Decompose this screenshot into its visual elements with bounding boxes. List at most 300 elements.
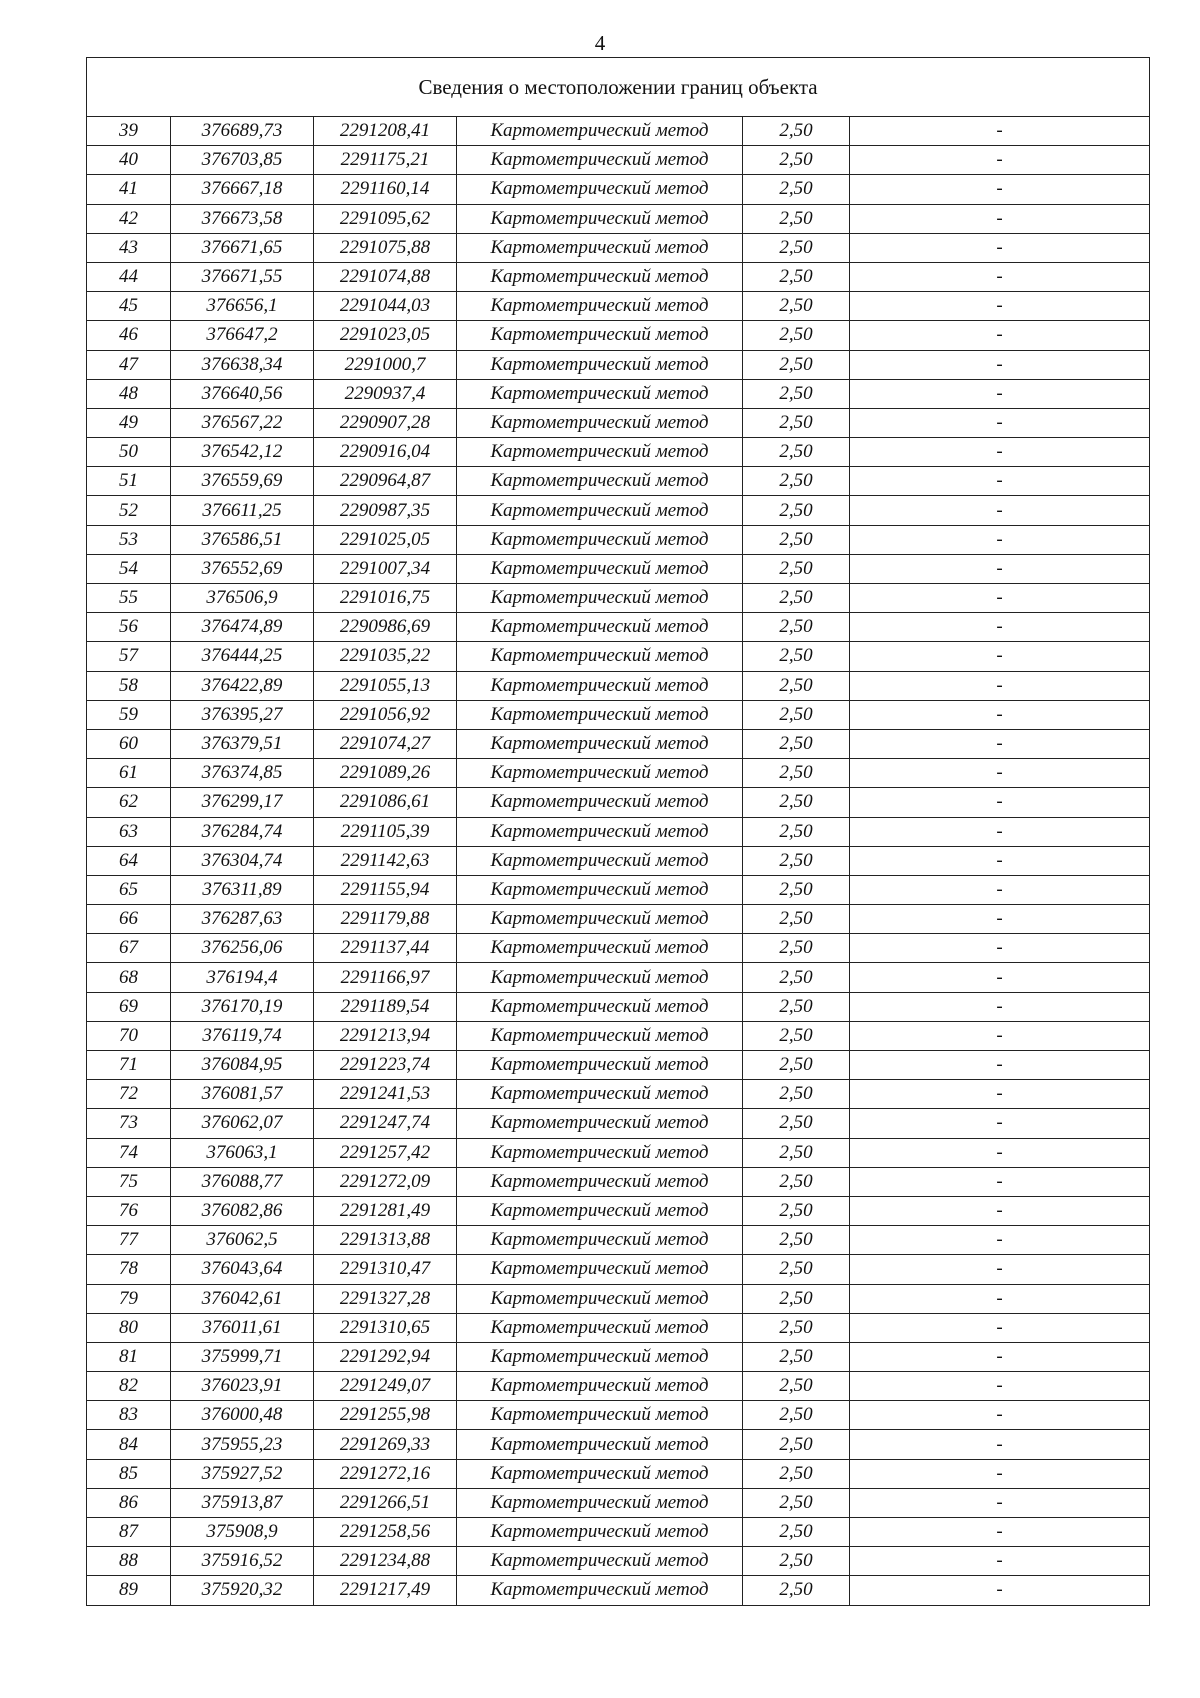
x-coordinate-cell: 376082,86 [171,1196,314,1225]
description-cell: - [850,729,1150,758]
table-row [87,175,1150,204]
accuracy-cell: 2,50 [743,1255,850,1284]
x-coordinate-cell: 376611,25 [171,496,314,525]
accuracy-cell: 2,50 [743,146,850,175]
accuracy-cell: 2,50 [743,992,850,1021]
accuracy-cell: 2,50 [743,1372,850,1401]
method-cell: Картометрический метод [457,584,743,613]
description-cell: - [850,438,1150,467]
x-coordinate-cell: 376287,63 [171,905,314,934]
table-row [87,613,1150,642]
table-row [87,875,1150,904]
boundary-coordinates-table [86,57,1150,1606]
y-coordinate-cell: 2291257,42 [314,1138,457,1167]
method-cell: Картометрический метод [457,963,743,992]
point-number-cell: 47 [87,350,171,379]
table-row [87,1488,1150,1517]
accuracy-cell: 2,50 [743,1459,850,1488]
point-number-cell: 43 [87,233,171,262]
table-row [87,1401,1150,1430]
description-cell: - [850,408,1150,437]
point-number-cell: 89 [87,1576,171,1605]
point-number-cell: 65 [87,875,171,904]
point-number-cell: 55 [87,584,171,613]
point-number-cell: 72 [87,1080,171,1109]
point-number-cell: 56 [87,613,171,642]
table-row [87,1459,1150,1488]
point-number-cell: 49 [87,408,171,437]
method-cell: Картометрический метод [457,1196,743,1225]
table-row [87,146,1150,175]
method-cell: Картометрический метод [457,788,743,817]
method-cell: Картометрический метод [457,700,743,729]
description-cell: - [850,1196,1150,1225]
table-row [87,262,1150,291]
x-coordinate-cell: 376567,22 [171,408,314,437]
description-cell: - [850,642,1150,671]
point-number-cell: 85 [87,1459,171,1488]
description-cell: - [850,117,1150,146]
y-coordinate-cell: 2291255,98 [314,1401,457,1430]
table-body [87,58,1150,1606]
accuracy-cell: 2,50 [743,233,850,262]
point-number-cell: 82 [87,1372,171,1401]
accuracy-cell: 2,50 [743,613,850,642]
accuracy-cell: 2,50 [743,292,850,321]
table-row [87,1313,1150,1342]
x-coordinate-cell: 375999,71 [171,1342,314,1371]
accuracy-cell: 2,50 [743,438,850,467]
point-number-cell: 42 [87,204,171,233]
y-coordinate-cell: 2291137,44 [314,934,457,963]
x-coordinate-cell: 376647,2 [171,321,314,350]
point-number-cell: 48 [87,379,171,408]
x-coordinate-cell: 376671,55 [171,262,314,291]
point-number-cell: 54 [87,554,171,583]
point-number-cell: 86 [87,1488,171,1517]
method-cell: Картометрический метод [457,1051,743,1080]
accuracy-cell: 2,50 [743,1109,850,1138]
point-number-cell: 71 [87,1051,171,1080]
method-cell: Картометрический метод [457,554,743,583]
method-cell: Картометрический метод [457,1255,743,1284]
table-row [87,1051,1150,1080]
method-cell: Картометрический метод [457,1401,743,1430]
table-row [87,204,1150,233]
method-cell: Картометрический метод [457,671,743,700]
point-number-cell: 73 [87,1109,171,1138]
method-cell: Картометрический метод [457,1284,743,1313]
description-cell: - [850,1051,1150,1080]
x-coordinate-cell: 376444,25 [171,642,314,671]
description-cell: - [850,1080,1150,1109]
description-cell: - [850,1138,1150,1167]
method-cell: Картометрический метод [457,1488,743,1517]
y-coordinate-cell: 2291327,28 [314,1284,457,1313]
method-cell: Картометрический метод [457,1109,743,1138]
table-row [87,408,1150,437]
x-coordinate-cell: 376084,95 [171,1051,314,1080]
table-row [87,1255,1150,1284]
x-coordinate-cell: 376081,57 [171,1080,314,1109]
y-coordinate-cell: 2291208,41 [314,117,457,146]
point-number-cell: 62 [87,788,171,817]
method-cell: Картометрический метод [457,379,743,408]
x-coordinate-cell: 376586,51 [171,525,314,554]
description-cell: - [850,1459,1150,1488]
x-coordinate-cell: 376395,27 [171,700,314,729]
table-row [87,321,1150,350]
description-cell: - [850,1167,1150,1196]
y-coordinate-cell: 2291247,74 [314,1109,457,1138]
method-cell: Картометрический метод [457,846,743,875]
y-coordinate-cell: 2291213,94 [314,1021,457,1050]
description-cell: - [850,467,1150,496]
accuracy-cell: 2,50 [743,788,850,817]
method-cell: Картометрический метод [457,934,743,963]
accuracy-cell: 2,50 [743,1167,850,1196]
x-coordinate-cell: 375913,87 [171,1488,314,1517]
x-coordinate-cell: 376552,69 [171,554,314,583]
x-coordinate-cell: 376379,51 [171,729,314,758]
accuracy-cell: 2,50 [743,379,850,408]
point-number-cell: 77 [87,1226,171,1255]
x-coordinate-cell: 376667,18 [171,175,314,204]
x-coordinate-cell: 376194,4 [171,963,314,992]
method-cell: Картометрический метод [457,233,743,262]
table-row [87,1518,1150,1547]
x-coordinate-cell: 376043,64 [171,1255,314,1284]
table-caption: Сведения о местоположении границ объекта [87,58,1150,117]
x-coordinate-cell: 376000,48 [171,1401,314,1430]
x-coordinate-cell: 376640,56 [171,379,314,408]
x-coordinate-cell: 376170,19 [171,992,314,1021]
table-row [87,817,1150,846]
description-cell: - [850,788,1150,817]
y-coordinate-cell: 2291000,7 [314,350,457,379]
y-coordinate-cell: 2291142,63 [314,846,457,875]
method-cell: Картометрический метод [457,1167,743,1196]
table-row [87,963,1150,992]
y-coordinate-cell: 2290937,4 [314,379,457,408]
method-cell: Картометрический метод [457,1313,743,1342]
x-coordinate-cell: 375920,32 [171,1576,314,1605]
method-cell: Картометрический метод [457,992,743,1021]
description-cell: - [850,350,1150,379]
method-cell: Картометрический метод [457,1080,743,1109]
method-cell: Картометрический метод [457,1342,743,1371]
table-row [87,1138,1150,1167]
accuracy-cell: 2,50 [743,1284,850,1313]
y-coordinate-cell: 2291272,09 [314,1167,457,1196]
accuracy-cell: 2,50 [743,1518,850,1547]
y-coordinate-cell: 2291310,47 [314,1255,457,1284]
accuracy-cell: 2,50 [743,1021,850,1050]
x-coordinate-cell: 376042,61 [171,1284,314,1313]
description-cell: - [850,379,1150,408]
description-cell: - [850,1342,1150,1371]
table-row [87,642,1150,671]
x-coordinate-cell: 376062,5 [171,1226,314,1255]
accuracy-cell: 2,50 [743,1488,850,1517]
table-row [87,292,1150,321]
table-row [87,759,1150,788]
point-number-cell: 46 [87,321,171,350]
y-coordinate-cell: 2291269,33 [314,1430,457,1459]
point-number-cell: 66 [87,905,171,934]
y-coordinate-cell: 2290964,87 [314,467,457,496]
description-cell: - [850,613,1150,642]
description-cell: - [850,875,1150,904]
y-coordinate-cell: 2291160,14 [314,175,457,204]
y-coordinate-cell: 2291266,51 [314,1488,457,1517]
method-cell: Картометрический метод [457,438,743,467]
table-row [87,1167,1150,1196]
accuracy-cell: 2,50 [743,1547,850,1576]
table-row [87,934,1150,963]
description-cell: - [850,1109,1150,1138]
description-cell: - [850,204,1150,233]
accuracy-cell: 2,50 [743,204,850,233]
y-coordinate-cell: 2291075,88 [314,233,457,262]
point-number-cell: 74 [87,1138,171,1167]
table-row [87,1430,1150,1459]
y-coordinate-cell: 2290987,35 [314,496,457,525]
accuracy-cell: 2,50 [743,729,850,758]
x-coordinate-cell: 376506,9 [171,584,314,613]
accuracy-cell: 2,50 [743,1401,850,1430]
accuracy-cell: 2,50 [743,671,850,700]
description-cell: - [850,992,1150,1021]
y-coordinate-cell: 2291055,13 [314,671,457,700]
description-cell: - [850,1226,1150,1255]
description-cell: - [850,905,1150,934]
x-coordinate-cell: 376671,65 [171,233,314,262]
point-number-cell: 68 [87,963,171,992]
method-cell: Картометрический метод [457,262,743,291]
y-coordinate-cell: 2291217,49 [314,1576,457,1605]
x-coordinate-cell: 376256,06 [171,934,314,963]
method-cell: Картометрический метод [457,905,743,934]
table-row [87,584,1150,613]
point-number-cell: 52 [87,496,171,525]
point-number-cell: 83 [87,1401,171,1430]
y-coordinate-cell: 2291025,05 [314,525,457,554]
method-cell: Картометрический метод [457,1518,743,1547]
point-number-cell: 80 [87,1313,171,1342]
table-row [87,846,1150,875]
table-row [87,1576,1150,1605]
point-number-cell: 70 [87,1021,171,1050]
description-cell: - [850,321,1150,350]
x-coordinate-cell: 376689,73 [171,117,314,146]
point-number-cell: 69 [87,992,171,1021]
method-cell: Картометрический метод [457,1430,743,1459]
point-number-cell: 59 [87,700,171,729]
point-number-cell: 75 [87,1167,171,1196]
point-number-cell: 53 [87,525,171,554]
x-coordinate-cell: 376088,77 [171,1167,314,1196]
accuracy-cell: 2,50 [743,1576,850,1605]
method-cell: Картометрический метод [457,204,743,233]
x-coordinate-cell: 376299,17 [171,788,314,817]
accuracy-cell: 2,50 [743,1226,850,1255]
y-coordinate-cell: 2291056,92 [314,700,457,729]
point-number-cell: 81 [87,1342,171,1371]
method-cell: Картометрический метод [457,1576,743,1605]
method-cell: Картометрический метод [457,1547,743,1576]
accuracy-cell: 2,50 [743,1313,850,1342]
description-cell: - [850,671,1150,700]
accuracy-cell: 2,50 [743,175,850,204]
accuracy-cell: 2,50 [743,554,850,583]
method-cell: Картометрический метод [457,321,743,350]
method-cell: Картометрический метод [457,525,743,554]
table-row [87,992,1150,1021]
description-cell: - [850,262,1150,291]
description-cell: - [850,1021,1150,1050]
x-coordinate-cell: 376023,91 [171,1372,314,1401]
y-coordinate-cell: 2291310,65 [314,1313,457,1342]
x-coordinate-cell: 376673,58 [171,204,314,233]
description-cell: - [850,1547,1150,1576]
table-row [87,117,1150,146]
y-coordinate-cell: 2291086,61 [314,788,457,817]
y-coordinate-cell: 2291258,56 [314,1518,457,1547]
x-coordinate-cell: 376304,74 [171,846,314,875]
x-coordinate-cell: 376311,89 [171,875,314,904]
description-cell: - [850,584,1150,613]
table-row [87,1109,1150,1138]
table-row [87,788,1150,817]
method-cell: Картометрический метод [457,1226,743,1255]
y-coordinate-cell: 2290986,69 [314,613,457,642]
y-coordinate-cell: 2291179,88 [314,905,457,934]
y-coordinate-cell: 2291095,62 [314,204,457,233]
point-number-cell: 51 [87,467,171,496]
x-coordinate-cell: 376284,74 [171,817,314,846]
table-row [87,700,1150,729]
x-coordinate-cell: 376119,74 [171,1021,314,1050]
method-cell: Картометрический метод [457,759,743,788]
x-coordinate-cell: 376656,1 [171,292,314,321]
table-row [87,350,1150,379]
x-coordinate-cell: 375955,23 [171,1430,314,1459]
table-row [87,905,1150,934]
table-row [87,438,1150,467]
description-cell: - [850,1401,1150,1430]
method-cell: Картометрический метод [457,1021,743,1050]
point-number-cell: 79 [87,1284,171,1313]
accuracy-cell: 2,50 [743,350,850,379]
method-cell: Картометрический метод [457,467,743,496]
table-row [87,671,1150,700]
table-row [87,379,1150,408]
y-coordinate-cell: 2291023,05 [314,321,457,350]
table-row [87,1080,1150,1109]
method-cell: Картометрический метод [457,875,743,904]
y-coordinate-cell: 2291105,39 [314,817,457,846]
y-coordinate-cell: 2291249,07 [314,1372,457,1401]
y-coordinate-cell: 2291035,22 [314,642,457,671]
description-cell: - [850,496,1150,525]
description-cell: - [850,1576,1150,1605]
point-number-cell: 84 [87,1430,171,1459]
accuracy-cell: 2,50 [743,700,850,729]
description-cell: - [850,1255,1150,1284]
accuracy-cell: 2,50 [743,584,850,613]
table-row [87,1226,1150,1255]
x-coordinate-cell: 376422,89 [171,671,314,700]
point-number-cell: 44 [87,262,171,291]
x-coordinate-cell: 376374,85 [171,759,314,788]
x-coordinate-cell: 376474,89 [171,613,314,642]
y-coordinate-cell: 2291074,88 [314,262,457,291]
description-cell: - [850,963,1150,992]
y-coordinate-cell: 2291272,16 [314,1459,457,1488]
accuracy-cell: 2,50 [743,642,850,671]
point-number-cell: 39 [87,117,171,146]
accuracy-cell: 2,50 [743,817,850,846]
accuracy-cell: 2,50 [743,262,850,291]
accuracy-cell: 2,50 [743,467,850,496]
point-number-cell: 58 [87,671,171,700]
accuracy-cell: 2,50 [743,525,850,554]
description-cell: - [850,175,1150,204]
x-coordinate-cell: 375927,52 [171,1459,314,1488]
y-coordinate-cell: 2291166,97 [314,963,457,992]
y-coordinate-cell: 2291044,03 [314,292,457,321]
method-cell: Картометрический метод [457,729,743,758]
x-coordinate-cell: 376011,61 [171,1313,314,1342]
description-cell: - [850,1488,1150,1517]
description-cell: - [850,1430,1150,1459]
point-number-cell: 78 [87,1255,171,1284]
point-number-cell: 76 [87,1196,171,1225]
y-coordinate-cell: 2291189,54 [314,992,457,1021]
y-coordinate-cell: 2291007,34 [314,554,457,583]
y-coordinate-cell: 2291241,53 [314,1080,457,1109]
point-number-cell: 88 [87,1547,171,1576]
point-number-cell: 87 [87,1518,171,1547]
description-cell: - [850,1372,1150,1401]
y-coordinate-cell: 2290907,28 [314,408,457,437]
x-coordinate-cell: 376062,07 [171,1109,314,1138]
description-cell: - [850,934,1150,963]
y-coordinate-cell: 2291234,88 [314,1547,457,1576]
x-coordinate-cell: 376559,69 [171,467,314,496]
method-cell: Картометрический метод [457,117,743,146]
point-number-cell: 41 [87,175,171,204]
table-row [87,554,1150,583]
method-cell: Картометрический метод [457,350,743,379]
description-cell: - [850,700,1150,729]
point-number-cell: 45 [87,292,171,321]
accuracy-cell: 2,50 [743,117,850,146]
table-row [87,729,1150,758]
accuracy-cell: 2,50 [743,408,850,437]
table-row [87,1196,1150,1225]
accuracy-cell: 2,50 [743,321,850,350]
accuracy-cell: 2,50 [743,1080,850,1109]
table-caption-row [87,58,1150,117]
x-coordinate-cell: 376638,34 [171,350,314,379]
description-cell: - [850,292,1150,321]
point-number-cell: 50 [87,438,171,467]
y-coordinate-cell: 2291292,94 [314,1342,457,1371]
method-cell: Картометрический метод [457,146,743,175]
method-cell: Картометрический метод [457,1459,743,1488]
